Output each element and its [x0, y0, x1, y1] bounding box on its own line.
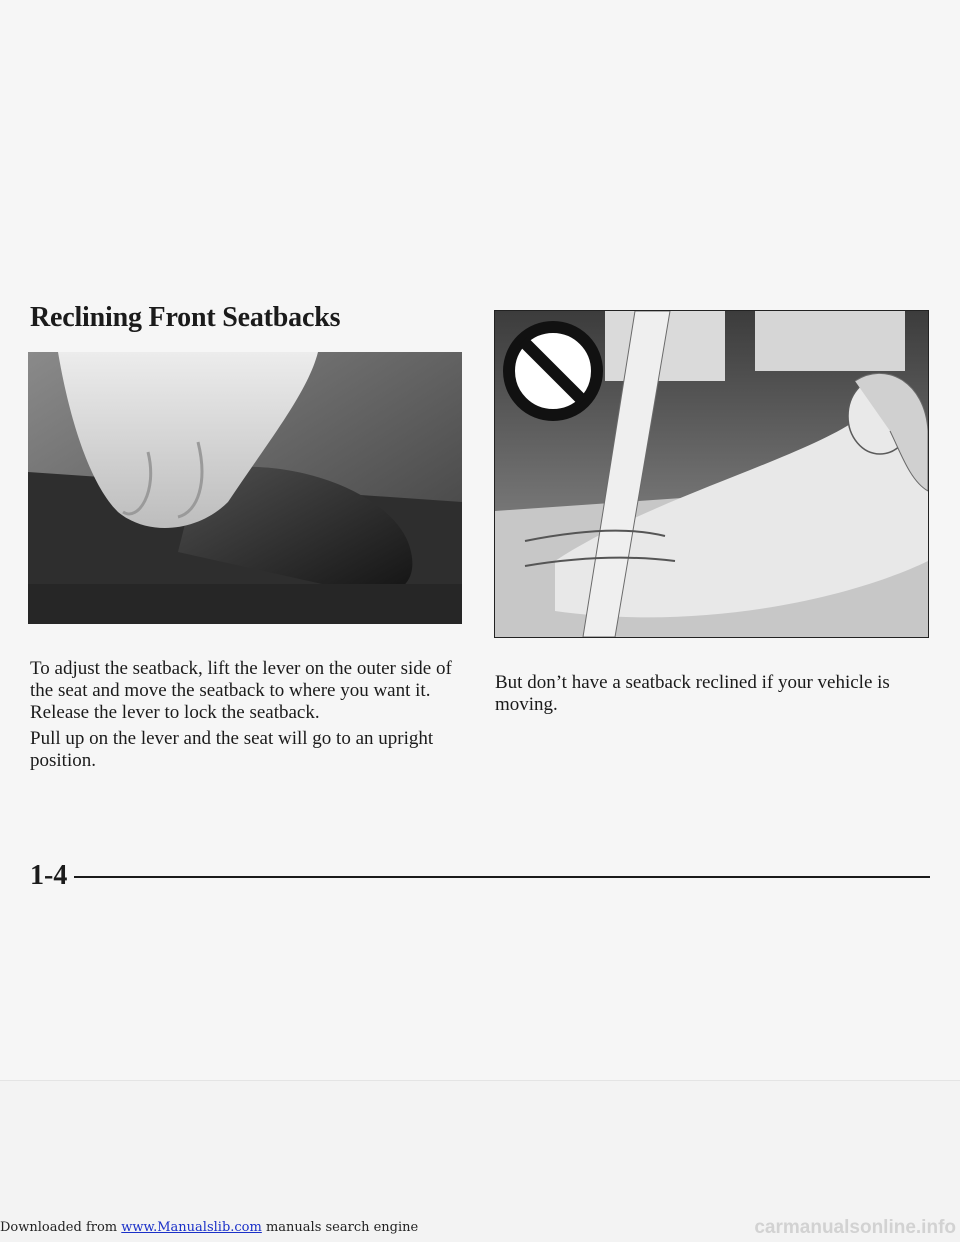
- section-title: Reclining Front Seatbacks: [30, 302, 341, 333]
- download-prefix: Downloaded from: [0, 1220, 122, 1235]
- download-suffix: manuals search engine: [261, 1220, 419, 1235]
- warning-paragraph: But don’t have a seatback reclined if your vehicle is moving.: [495, 672, 890, 715]
- adjust-instructions-paragraph: To adjust the seatback, lift the lever on the outer side of the seat and move the seatback to where you want it. Release the lever to lock the seatback.: [30, 658, 452, 723]
- manualslib-link[interactable]: www.Manualslib.com: [121, 1220, 262, 1235]
- page-edge-divider: [0, 1080, 960, 1081]
- no-symbol-icon: [509, 327, 597, 415]
- upright-instructions-paragraph: Pull up on the lever and the seat will go to an upright position.: [30, 728, 434, 771]
- reclined-passenger-illustration: [494, 310, 929, 638]
- watermark: carmanualsonline.info: [754, 1217, 956, 1238]
- page-number: 1-4: [30, 860, 68, 891]
- download-source-line: [0, 1220, 418, 1235]
- seatback-lever-photo: [28, 352, 462, 624]
- footer-rule: [74, 876, 930, 878]
